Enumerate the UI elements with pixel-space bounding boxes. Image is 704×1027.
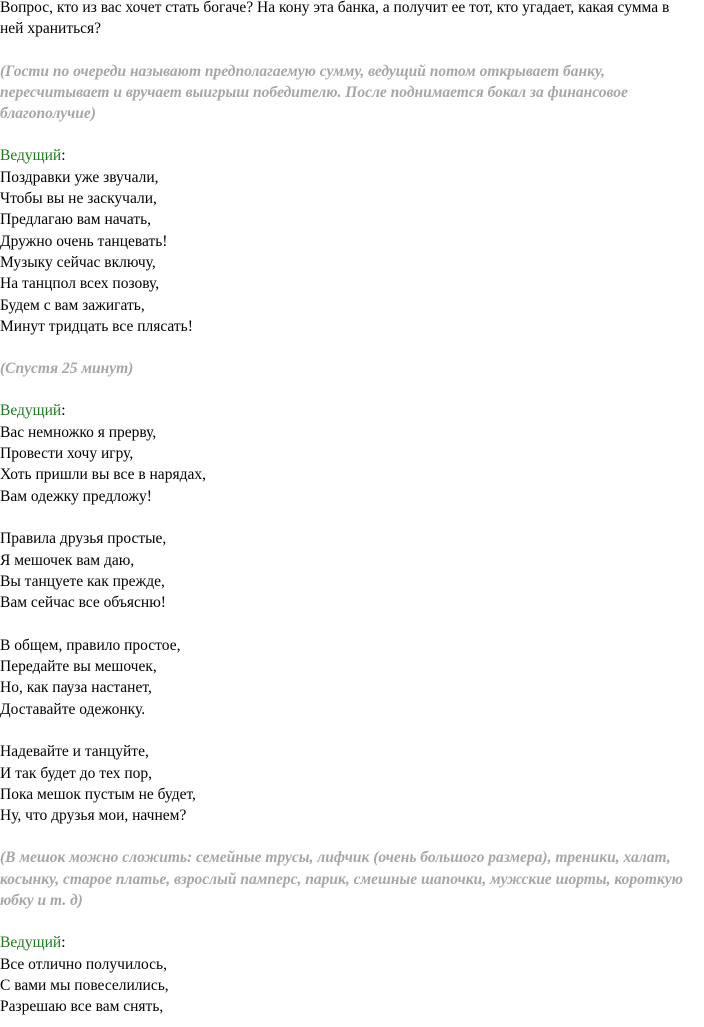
verse-line: Вы танцуете как прежде, (0, 572, 165, 590)
verse-line: Вам сейчас все объясню! (0, 594, 166, 612)
speaker-colon: : (61, 147, 66, 165)
verse-line: Минут тридцать все плясать! (0, 317, 193, 335)
speaker-colon: : (61, 402, 66, 420)
verse-line: Музыку сейчас включу, (0, 253, 156, 271)
verse-2a (0, 422, 696, 507)
intro-paragraph: Вопрос, кто из вас хочет стать богаче? На кону эта банка, а получит ее тот, кто угадает, какая сумма в ней храниться? (0, 0, 670, 38)
stanza-gap (0, 507, 696, 528)
verse-line: С вами мы повеселились, (0, 976, 169, 994)
verse-line: Надевайте и танцуйте, (0, 743, 149, 761)
verse-line: Все отлично получилось, (0, 955, 167, 973)
verse-line: Ну, что друзья мои, начнем? (0, 807, 187, 825)
verse-line: На танцпол всех позову, (0, 275, 160, 293)
verse-line: Разрешаю все вам снять, (0, 998, 164, 1016)
stanza-gap (0, 613, 696, 634)
verse-line: Чтобы вы не заскучали, (0, 190, 157, 208)
verse-line: Предлагаю вам начать, (0, 211, 152, 229)
verse-line: Провести хочу игру, (0, 445, 134, 463)
verse-line: Пока мешок пустым не будет, (0, 785, 196, 803)
speaker-label-1 (0, 145, 696, 166)
verse-line: Передайте вы мешочек, (0, 658, 157, 676)
verse-line: Но, как пауза настанет, (0, 679, 152, 697)
stage-direction-2: (Спустя 25 минут) (0, 360, 134, 378)
verse-line: Вам одежку предложу! (0, 487, 152, 505)
verse-line: Будем с вам зажигать, (0, 296, 145, 314)
verse-line: И так будет до тех пор, (0, 764, 153, 782)
stage-direction-3: (В мешок можно сложить: семейные трусы, лифчик (очень большого размера), треники, халат, косынку, старое платье, взрослый памперс, парик, смешные шапочки, мужские шорты, короткую юбку и т. д) (0, 849, 683, 909)
verse-line: Поздравки уже звучали, (0, 168, 159, 186)
verse-line: В общем, правило простое, (0, 636, 181, 654)
stanza-gap (0, 720, 696, 741)
speaker-name: Ведущий (0, 934, 62, 952)
verse-line: Доставайте одежонку. (0, 700, 146, 718)
speaker-colon: : (61, 934, 66, 952)
verse-1 (0, 167, 696, 337)
verse-line: Хоть пришли вы все в нарядах, (0, 466, 206, 484)
speaker-name: Ведущий (0, 147, 62, 165)
speaker-label-2 (0, 400, 696, 421)
stage-direction-1: (Гости по очереди называют предполагаемую сумму, ведущий потом открывает банку, пересчитывает и вручает выигрыш победителю. После поднимается бокал за финансовое благополучие) (0, 62, 628, 123)
verse-line: Я мешочек вам даю, (0, 551, 135, 569)
verse-2d (0, 741, 696, 826)
verse-line: Вас немножко я прерву, (0, 423, 157, 441)
verse-line: Дружно очень танцевать! (0, 232, 168, 250)
verse-3 (0, 954, 696, 1018)
speaker-name: Ведущий (0, 402, 62, 420)
verse-2b (0, 528, 696, 613)
verse-2c (0, 635, 696, 720)
verse-line: Правила друзья простые, (0, 530, 167, 548)
speaker-label-3 (0, 932, 696, 953)
